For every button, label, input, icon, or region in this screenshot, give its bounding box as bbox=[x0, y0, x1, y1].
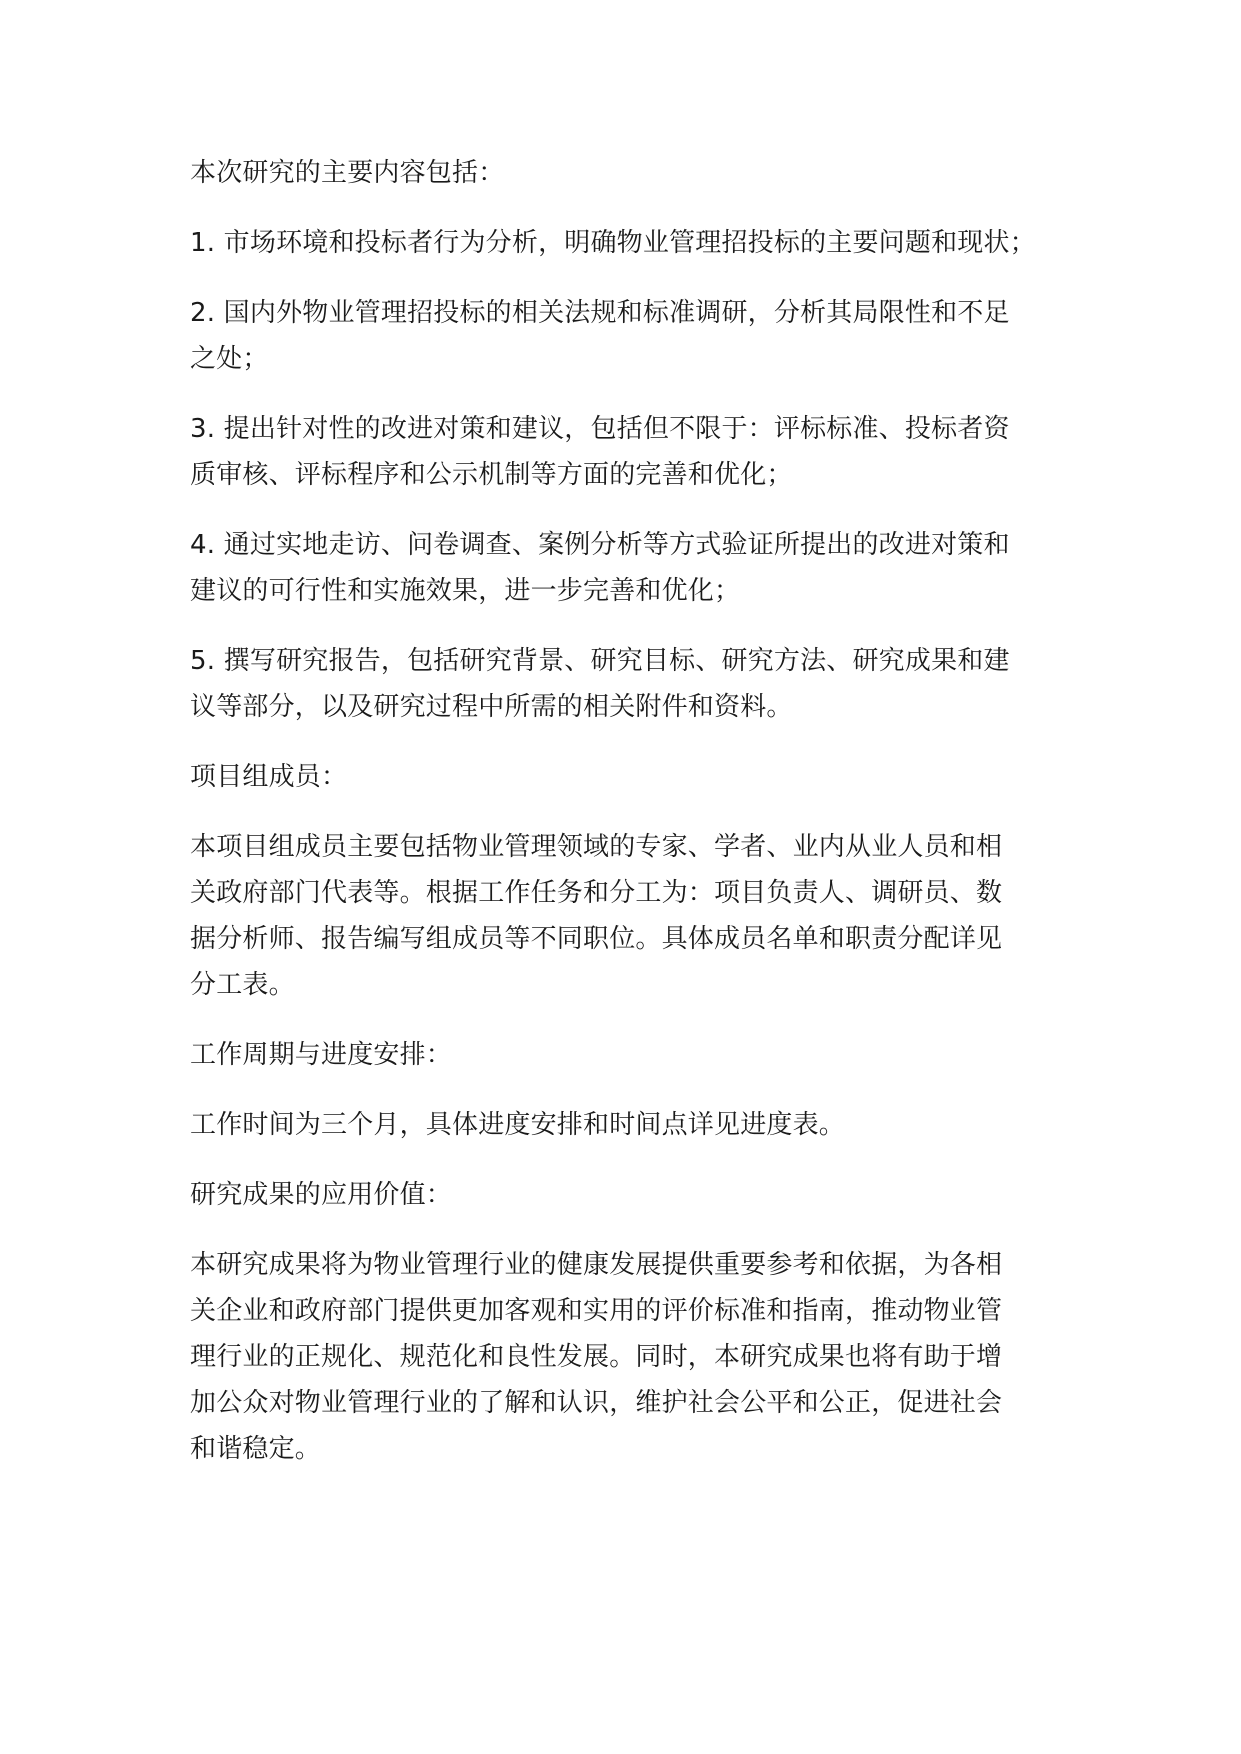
text-line: 工作周期与进度安排： bbox=[190, 1040, 453, 1070]
content-item-1 bbox=[190, 220, 1090, 266]
members-heading bbox=[190, 754, 1090, 800]
text-line: 本项目组成员主要包括物业管理领域的专家、学者、业内从业人员和相 bbox=[190, 832, 1003, 862]
text-line: 1. 市场环境和投标者行为分析，明确物业管理招投标的主要问题和现状； bbox=[190, 228, 1036, 258]
members-body bbox=[190, 824, 1090, 1008]
text-line: 理行业的正规化、规范化和良性发展。同时，本研究成果也将有助于增 bbox=[190, 1342, 1003, 1372]
text-line: 加公众对物业管理行业的了解和认识，维护社会公平和公正，促进社会 bbox=[190, 1388, 1003, 1418]
value-body bbox=[190, 1242, 1090, 1472]
text-line: 关企业和政府部门提供更加客观和实用的评价标准和指南，推动物业管 bbox=[190, 1296, 1003, 1326]
intro-heading bbox=[190, 150, 1090, 196]
text-line: 4. 通过实地走访、问卷调查、案例分析等方式验证所提出的改进对策和 bbox=[190, 530, 1010, 560]
text-line: 之处； bbox=[190, 344, 269, 374]
text-line: 3. 提出针对性的改进对策和建议，包括但不限于：评标标准、投标者资 bbox=[190, 414, 1010, 444]
text-line: 研究成果的应用价值： bbox=[190, 1180, 453, 1210]
text-line: 关政府部门代表等。根据工作任务和分工为：项目负责人、调研员、数 bbox=[190, 878, 1003, 908]
schedule-heading bbox=[190, 1032, 1090, 1078]
text-line: 项目组成员： bbox=[190, 762, 348, 792]
text-line: 工作时间为三个月，具体进度安排和时间点详见进度表。 bbox=[190, 1110, 846, 1140]
text-line: 质审核、评标程序和公示机制等方面的完善和优化； bbox=[190, 460, 793, 490]
text-line: 2. 国内外物业管理招投标的相关法规和标准调研，分析其局限性和不足 bbox=[190, 298, 1010, 328]
content-item-3 bbox=[190, 406, 1090, 498]
text-line: 建议的可行性和实施效果，进一步完善和优化； bbox=[190, 576, 741, 606]
text-line: 本次研究的主要内容包括： bbox=[190, 158, 505, 188]
content-item-2 bbox=[190, 290, 1090, 382]
value-heading bbox=[190, 1172, 1090, 1218]
text-line: 本研究成果将为物业管理行业的健康发展提供重要参考和依据，为各相 bbox=[190, 1250, 1003, 1280]
text-line: 据分析师、报告编写组成员等不同职位。具体成员名单和职责分配详见 bbox=[190, 924, 1003, 954]
text-line: 议等部分，以及研究过程中所需的相关附件和资料。 bbox=[190, 692, 793, 722]
text-line: 分工表。 bbox=[190, 970, 295, 1000]
document-body bbox=[190, 150, 1090, 1496]
content-item-4 bbox=[190, 522, 1090, 614]
content-item-5 bbox=[190, 638, 1090, 730]
text-line: 和谐稳定。 bbox=[190, 1434, 322, 1464]
text-line: 5. 撰写研究报告，包括研究背景、研究目标、研究方法、研究成果和建 bbox=[190, 646, 1010, 676]
schedule-body bbox=[190, 1102, 1090, 1148]
